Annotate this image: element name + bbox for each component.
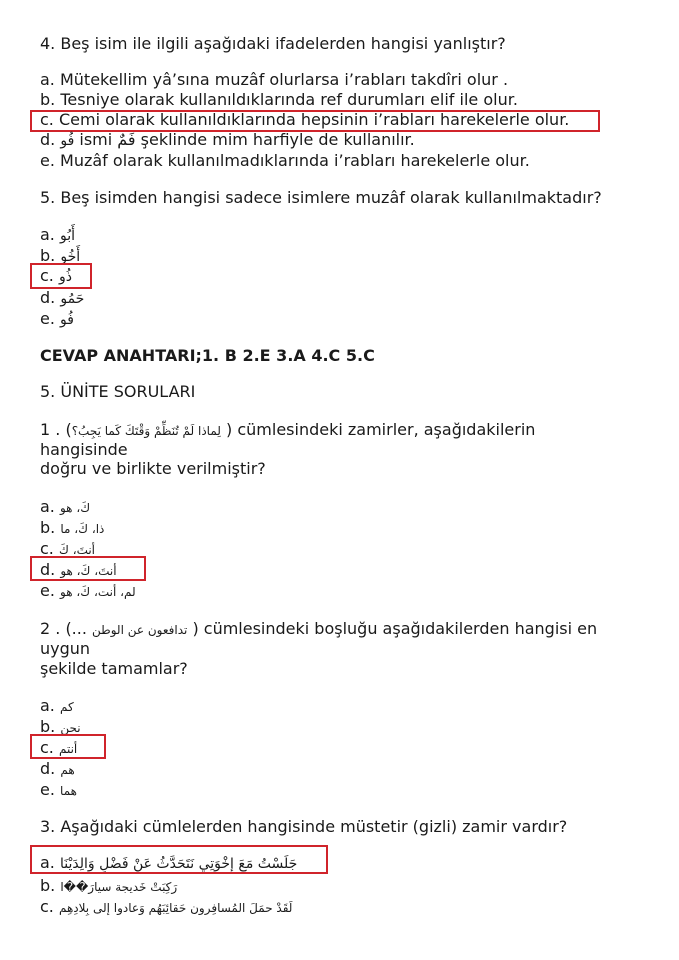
- answer-highlight-box: [30, 110, 600, 132]
- option-text: Muzâf olarak kullanılmadıklarında i’rabları harekelerle olur.: [60, 151, 530, 170]
- option-letter: a.: [40, 225, 55, 244]
- option-arabic: لم، أنت، كَ، هو: [60, 585, 136, 599]
- answer-highlight-box: [30, 263, 92, 289]
- option-text: Mütekellim yâ’sına muzâf olurlarsa i’rabları takdîri olur .: [59, 70, 509, 89]
- option-arabic: أَخُو: [60, 249, 81, 265]
- option-letter: c.: [40, 738, 54, 757]
- u2-suffix: ) cümlesindeki boşluğu aşağıdakilerden hangisi en: [192, 619, 598, 638]
- u2-question-line1: [40, 619, 597, 640]
- u3-question: 3. Aşağıdaki cümlelerden hangisinde müstetir (gizli) zamir vardır?: [40, 817, 568, 836]
- u2-prefix: 2 . (...: [40, 619, 87, 638]
- option-letter: d.: [40, 759, 56, 778]
- option-letter: c.: [40, 110, 54, 129]
- u2-option-e: [40, 780, 77, 801]
- u1-suffix: ) cümlesindeki zamirler, aşağıdakilerin: [226, 420, 536, 439]
- option-letter: e.: [40, 309, 55, 328]
- u2-option-d: [40, 759, 75, 780]
- option-arabic: لَقَدْ حمَلَ المُسافِرون حَقائِبَهُم وَعادوا إلى بِلادِهِم: [58, 901, 293, 915]
- u2-option-a: [40, 696, 74, 717]
- option-arabic: ذا، كَ، ما: [60, 522, 105, 536]
- u1-prefix: 1 . (: [40, 420, 72, 439]
- u1-arabic-sentence: لِماذا لَمْ تُنَظِّمْ وَقْتَكَ كَما يَجِبُ؟: [71, 424, 221, 438]
- answer-highlight-box: [30, 556, 146, 581]
- option-arabic: فُو: [60, 312, 74, 328]
- option-letter: c.: [40, 539, 54, 558]
- answer-key: CEVAP ANAHTARI;1. B 2.E 3.A 4.C 5.C: [40, 346, 375, 365]
- option-arabic: أَبُو: [59, 228, 76, 244]
- u2-question-line2: uygun: [40, 639, 91, 658]
- option-letter: a.: [40, 70, 55, 89]
- option-letter: c.: [40, 266, 54, 285]
- option-letter: b.: [40, 876, 56, 895]
- q5-option-d: [40, 288, 84, 309]
- option-arabic: جَلَسْتُ مَعَ إِخْوَتِي نَتَحَدَّثُ عَنْ فَضْلِ وَالِدَيْنَا: [59, 856, 298, 872]
- option-arabic: فُو: [60, 133, 75, 149]
- option-arabic: أنتم: [58, 742, 78, 756]
- q5-option-a: [40, 225, 75, 246]
- option-letter: b.: [40, 518, 56, 537]
- option-letter: e.: [40, 780, 55, 799]
- option-text: Cemi olarak kullanıldıklarında hepsinin i’rabları harekelerle olur.: [58, 110, 570, 129]
- u1-question-line3: doğru ve birlikte verilmiştir?: [40, 459, 266, 478]
- option-letter: b.: [40, 717, 56, 736]
- unit-heading: 5. ÜNİTE SORULARI: [40, 382, 196, 401]
- u1-question-line2: hangisinde: [40, 440, 128, 459]
- option-arabic: كم: [59, 700, 74, 714]
- option-letter: d.: [40, 130, 56, 149]
- option-letter: e.: [40, 151, 55, 170]
- answer-highlight-box: [30, 734, 106, 759]
- option-letter: a.: [40, 696, 55, 715]
- option-text: Tesniye olarak kullanıldıklarında ref durumları elif ile olur.: [60, 90, 518, 109]
- option-arabic: نحن: [60, 721, 81, 735]
- u1-option-b: [40, 518, 104, 539]
- option-arabic: أنتَ، كَ: [58, 543, 96, 557]
- u1-question-line1: [40, 420, 535, 441]
- u2-question-line3: şekilde tamamlar?: [40, 659, 188, 678]
- option-text: ismi فَمٌ şeklinde mim harfiyle de kullanılır.: [79, 130, 415, 149]
- option-letter: e.: [40, 581, 55, 600]
- q4-option-b: [40, 90, 518, 110]
- answer-highlight-box: [30, 845, 328, 874]
- option-arabic: كَ، هو: [59, 501, 91, 515]
- option-letter: d.: [40, 288, 56, 307]
- q4-option-a: [40, 70, 508, 90]
- option-arabic: أنتَ، كَ، هو: [60, 564, 117, 578]
- option-arabic: ذُو: [58, 269, 72, 285]
- option-letter: d.: [40, 560, 56, 579]
- u1-option-e: [40, 581, 136, 602]
- q5-question: 5. Beş isimden hangisi sadece isimlere muzâf olarak kullanılmaktadır?: [40, 188, 602, 207]
- option-arabic: رَكِبَتْ خَديجة سيارَ��ا: [60, 880, 178, 894]
- q4-option-e: [40, 151, 530, 171]
- option-letter: c.: [40, 897, 54, 916]
- u3-option-b: [40, 876, 177, 897]
- q4-option-d: [40, 130, 415, 151]
- option-letter: b.: [40, 90, 56, 109]
- option-arabic: هم: [60, 763, 75, 777]
- u3-option-c: [40, 897, 292, 918]
- option-letter: a.: [40, 853, 55, 872]
- option-arabic: هما: [60, 784, 77, 798]
- option-letter: b.: [40, 246, 56, 265]
- q4-question: 4. Beş isim ile ilgili aşağıdaki ifadelerden hangisi yanlıştır?: [40, 34, 506, 53]
- u1-option-a: [40, 497, 90, 518]
- option-letter: a.: [40, 497, 55, 516]
- option-arabic: حَمُو: [60, 291, 85, 307]
- u2-arabic-sentence: تدافعون عن الوطن: [92, 623, 188, 637]
- q5-option-e: [40, 309, 74, 330]
